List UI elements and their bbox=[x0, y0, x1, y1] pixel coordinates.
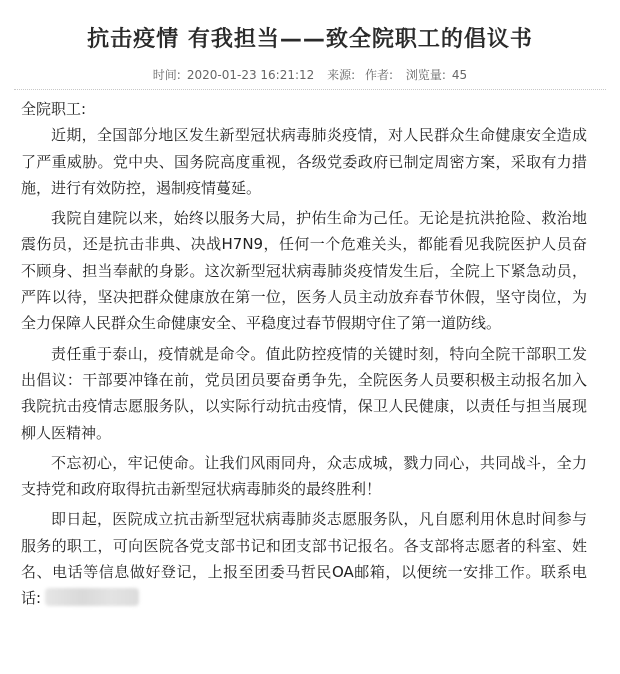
redacted-phone-number bbox=[45, 588, 139, 606]
paragraph: 责任重于泰山，疫情就是命令。值此防控疫情的关键时刻，特向全院干部职工发出倡议：干部要冲锋在前，党员团员要奋勇争先，全院医务人员要积极主动报名加入我院抗击疫情志愿服务队，以实际行动抗击疫情，保卫人民健康，以责任与担当展现柳人医精神。 bbox=[21, 344, 587, 442]
title-divider bbox=[14, 89, 606, 90]
contact-label: 联系电话: bbox=[21, 563, 587, 608]
meta-views-label: 浏览量: bbox=[405, 68, 446, 82]
meta-source-label: 来源: bbox=[327, 68, 356, 82]
meta-time-value: 2020-01-23 16:21:12 bbox=[186, 68, 315, 82]
meta-time bbox=[150, 68, 318, 82]
meta-views-value: 45 bbox=[451, 68, 468, 82]
meta-author-label: 作者: bbox=[365, 68, 394, 82]
article-meta bbox=[0, 66, 620, 83]
salutation: 全院职工: bbox=[21, 100, 87, 118]
article-body bbox=[21, 96, 587, 616]
last-paragraph-text: 即日起，医院成立抗击新型冠状病毒肺炎志愿服务队，凡自愿利用休息时间参与服务的职工，可向医院各党支部书记和团支部书记报名。各支部将志愿者的科室、姓名、电话等信息做好登记，上报至团委马哲民OA邮箱，以便统一安排工作。 bbox=[21, 510, 587, 582]
paragraph: 我院自建院以来，始终以服务大局，护佑生命为己任。无论是抗洪抢险、救治地震伤员，还是抗击非典、决战H7N9，任何一个危难关头，都能看见我院医护人员奋不顾身、担当奉献的身影。这次新型冠状病毒肺炎疫情发生后，全院上下紧急动员，严阵以待，坚决把群众健康放在第一位，医务人员主动放弃春节休假，坚守岗位，为全力保障人民群众生命健康安全、平稳度过春节假期守住了第一道防线。 bbox=[21, 209, 587, 333]
meta-views bbox=[403, 68, 470, 82]
paragraph: 近期，全国部分地区发生新型冠状病毒肺炎疫情，对人民群众生命健康安全造成了严重威胁。党中央、国务院高度重视，各级党委政府已制定周密方案，采取有力措施，进行有效防控，遏制疫情蔓延。 bbox=[21, 126, 587, 197]
paragraph: 不忘初心，牢记使命。让我们风雨同舟，众志成城，戮力同心，共同战斗，全力支持党和政府取得抗击新型冠状病毒肺炎的最终胜利！ bbox=[21, 453, 587, 499]
article-title: 抗击疫情 有我担当——致全院职工的倡议书 bbox=[87, 27, 533, 52]
paragraph-contact bbox=[21, 506, 587, 611]
meta-time-label: 时间: bbox=[152, 68, 181, 82]
